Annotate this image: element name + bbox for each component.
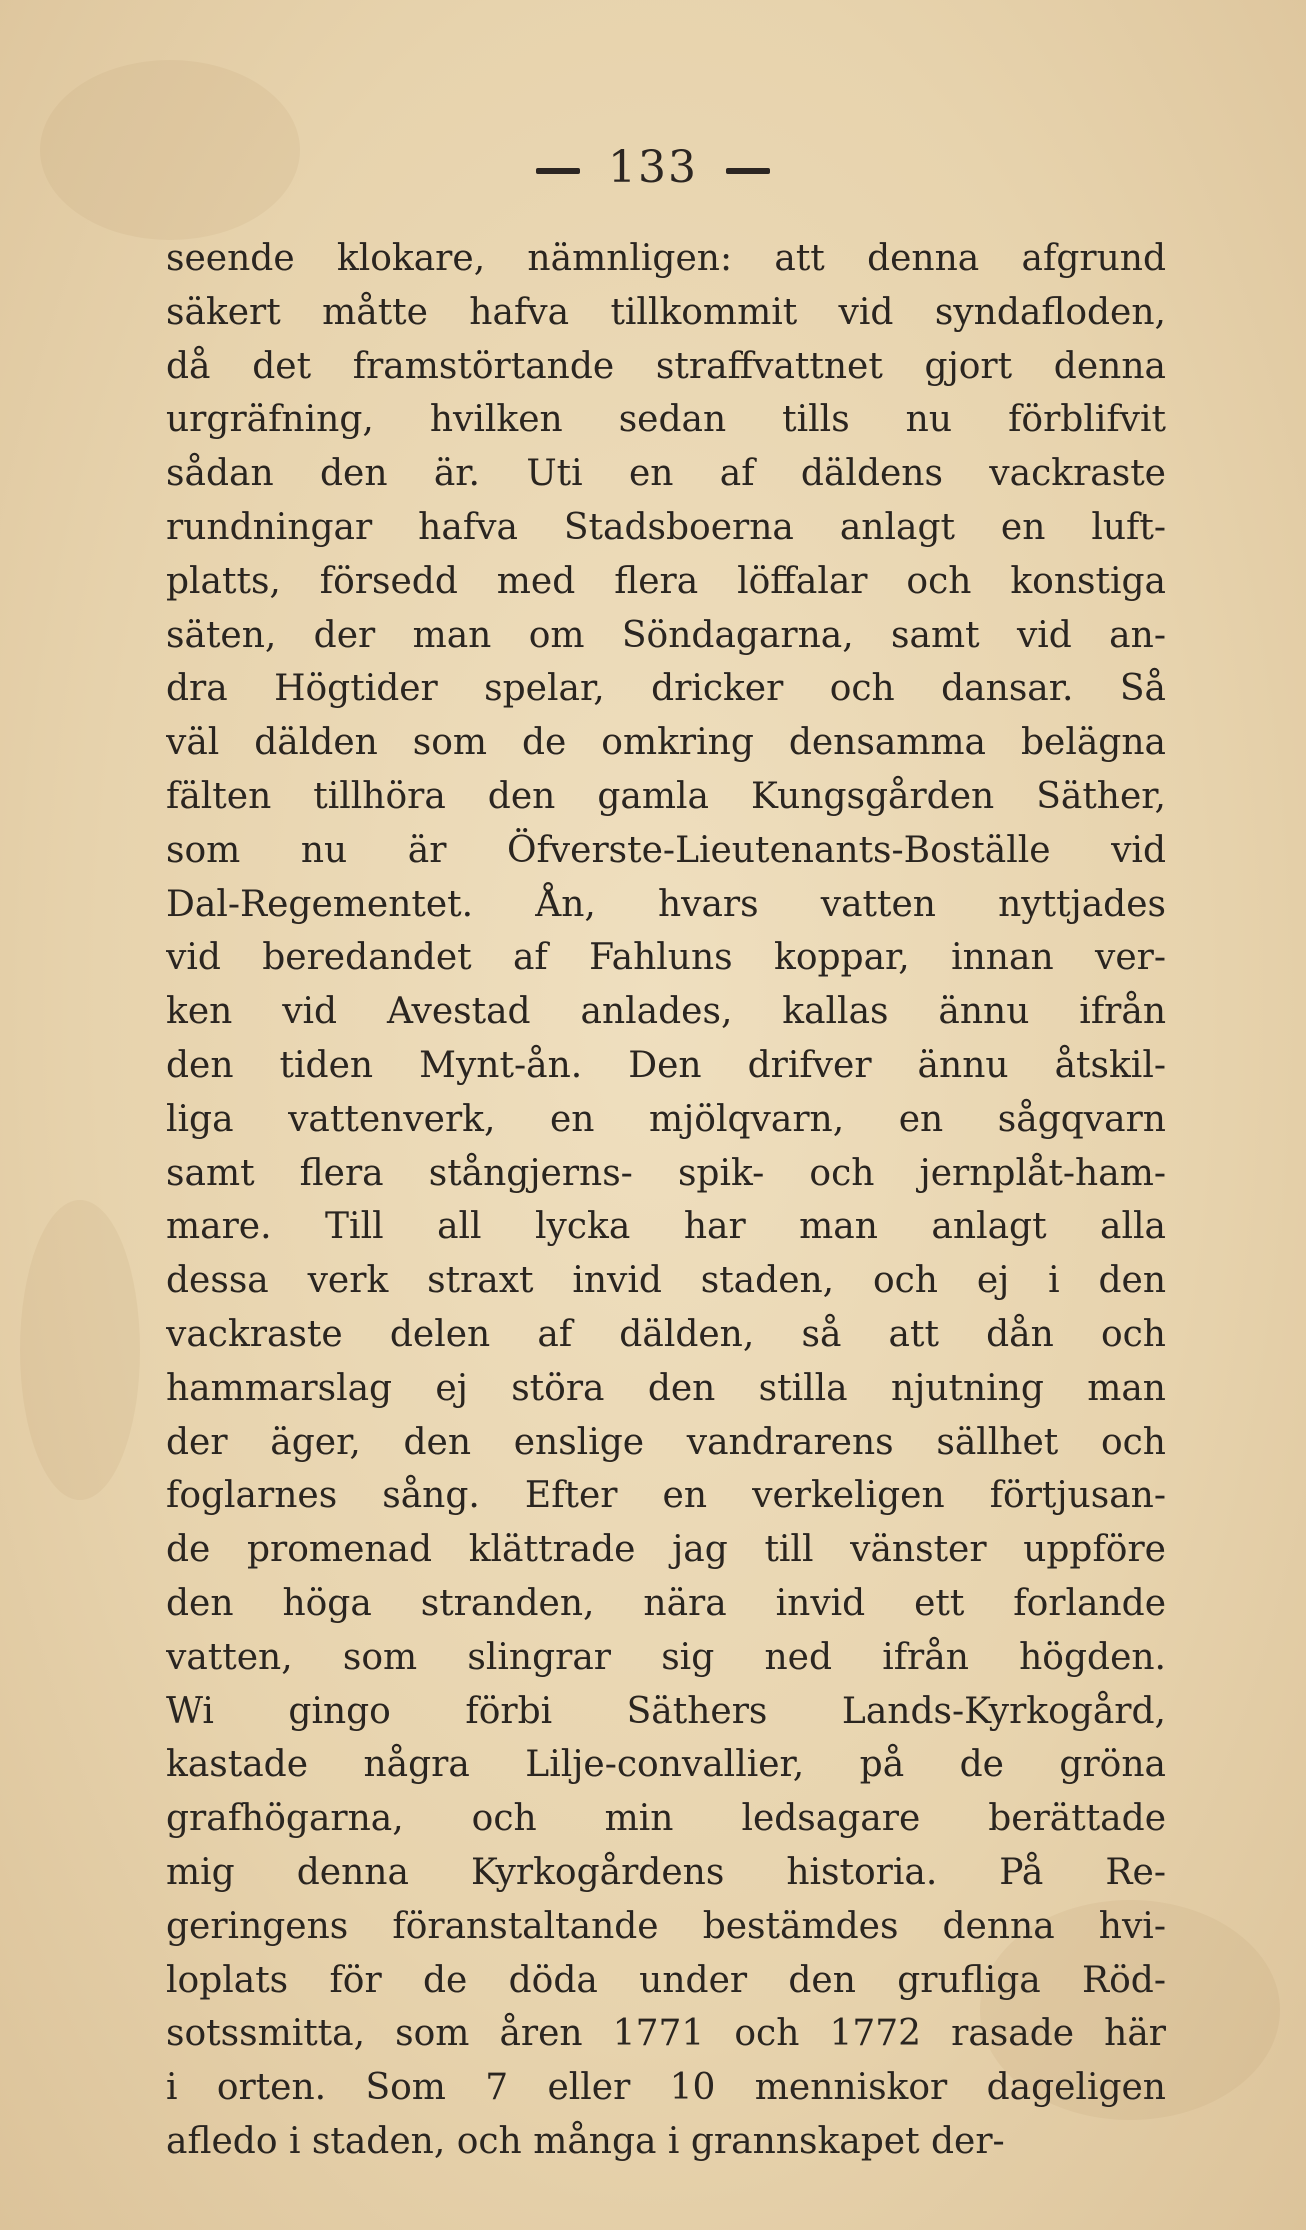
- text-line: rundningar hafva Stadsboerna anlagt en luft-: [166, 506, 1166, 548]
- text-line: väl dälden som de omkring densamma belägna: [166, 722, 1166, 764]
- page-number: 133: [608, 142, 698, 193]
- text-line: urgräfning, hvilken sedan tills nu förblifvit: [166, 399, 1166, 441]
- text-line: mig denna Kyrkogårdens historia. På Re-: [166, 1851, 1166, 1893]
- text-line: vid beredandet af Fahluns koppar, innan ver-: [166, 937, 1166, 979]
- text-line: platts, försedd med flera löffalar och konstiga: [166, 560, 1166, 602]
- text-line: Dal-Regementet. Ån, hvars vatten nyttjades: [166, 883, 1166, 925]
- text-line: dra Högtider spelar, dricker och dansar. Så: [166, 668, 1166, 710]
- text-line: grafhögarna, och min ledsagare berättade: [166, 1798, 1166, 1840]
- text-line: mare. Till all lycka har man anlagt alla: [166, 1206, 1166, 1248]
- text-line: den höga stranden, nära invid ett forlande: [166, 1582, 1166, 1624]
- text-line: liga vattenverk, en mjölqvarn, en sågqvarn: [166, 1098, 1166, 1140]
- text-line: loplats för de döda under den grufliga Röd-: [166, 1959, 1166, 2001]
- text-line: seende klokare, nämnligen: att denna afgrund: [166, 238, 1166, 279]
- paper-stain: [20, 1200, 140, 1500]
- text-line: som nu är Öfverste-Lieutenants-Boställe vid: [166, 829, 1166, 871]
- page-header: [0, 142, 1306, 193]
- text-line: kastade några Lilje-convallier, på de gröna: [166, 1744, 1166, 1786]
- text-line: de promenad klättrade jag till vänster uppföre: [166, 1529, 1166, 1571]
- text-line: hammarslag ej störa den stilla njutning man: [166, 1367, 1166, 1409]
- text-line: den tiden Mynt-ån. Den drifver ännu åtskil-: [166, 1044, 1166, 1086]
- text-line: sådan den är. Uti en af däldens vackraste: [166, 453, 1166, 495]
- text-line: i orten. Som 7 eller 10 menniskor dageligen: [166, 2067, 1166, 2109]
- text-line: säten, der man om Söndagarna, samt vid an-: [166, 614, 1166, 656]
- text-line: då det framstörtande straffvattnet gjort denna: [166, 345, 1166, 387]
- text-line: dessa verk straxt invid staden, och ej i den: [166, 1260, 1166, 1302]
- text-line: der äger, den enslige vandrarens sällhet och: [166, 1421, 1166, 1463]
- text-line: afledo i staden, och många i grannskapet der-: [166, 2120, 1005, 2162]
- text-line: geringens föranstaltande bestämdes denna hvi-: [166, 1905, 1166, 1947]
- header-dash-right: [726, 168, 770, 174]
- text-line: vatten, som slingrar sig ned ifrån högden.: [166, 1636, 1166, 1678]
- text-line: sotssmitta, som åren 1771 och 1772 rasade här: [166, 2013, 1166, 2055]
- text-line: ken vid Avestad anlades, kallas ännu ifrån: [166, 991, 1166, 1033]
- text-line: Wi gingo förbi Säthers Lands-Kyrkogård,: [166, 1690, 1166, 1732]
- header-dash-left: [536, 168, 580, 174]
- text-line: foglarnes sång. Efter en verkeligen förtjusan-: [166, 1475, 1166, 1517]
- text-line: säkert måtte hafva tillkommit vid syndafloden,: [166, 291, 1166, 333]
- body-text: [166, 232, 1166, 2169]
- text-line: vackraste delen af dälden, så att dån och: [166, 1313, 1166, 1355]
- text-line: samt flera stångjerns- spik- och jernplåt-ham-: [166, 1152, 1166, 1194]
- text-line: fälten tillhöra den gamla Kungsgården Säther,: [166, 775, 1166, 817]
